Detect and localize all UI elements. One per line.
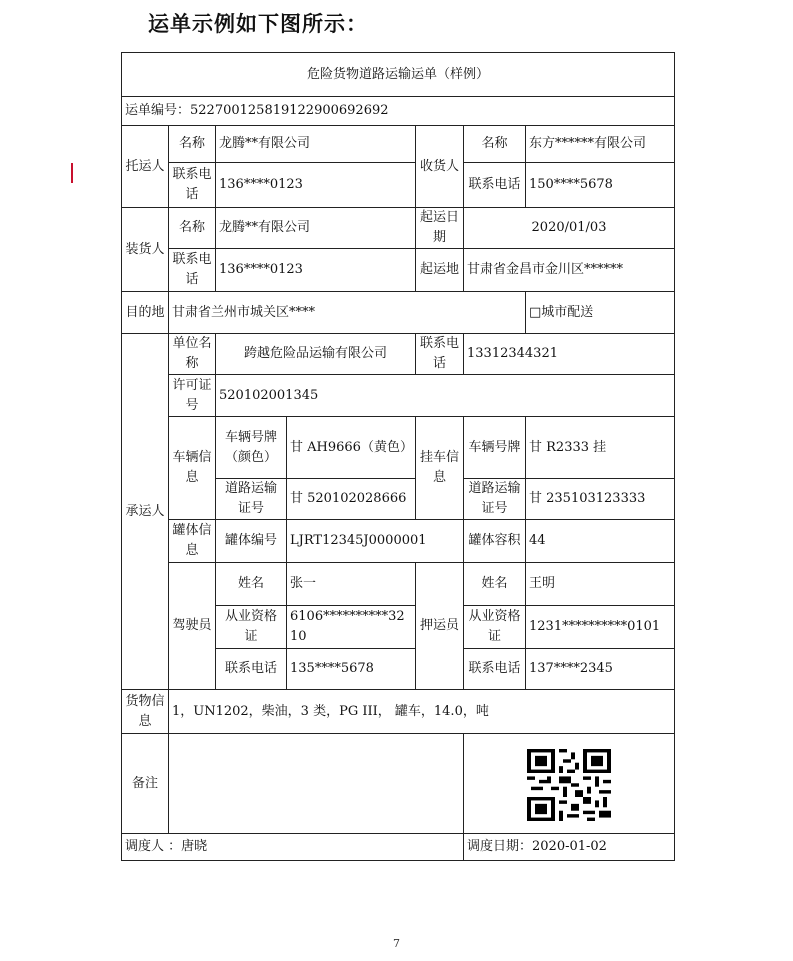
waybill-number: 运单编号：522700125819122900692692: [122, 97, 675, 126]
loader-name-label: 名称: [169, 208, 216, 249]
vehicle-label: 车辆信息: [169, 417, 216, 520]
qr-code-icon: [527, 749, 611, 821]
loader-section: 装货人: [122, 208, 169, 292]
trailer-label: 挂车信息: [416, 417, 464, 520]
shipper-name-label: 名称: [169, 126, 216, 163]
driver-name-label: 姓名: [216, 563, 287, 606]
escort-name-label: 姓名: [464, 563, 526, 606]
tank-capacity: 44: [526, 520, 675, 563]
tank-capacity-label: 罐体容积: [464, 520, 526, 563]
page-heading: 运单示例如下图所示：: [148, 12, 368, 36]
consignee-section: 收货人: [416, 126, 464, 208]
carrier-unit: 跨越危险品运输有限公司: [216, 334, 416, 375]
trailer-permit: 甘 235103123333: [526, 479, 675, 520]
shipper-phone: 136****0123: [216, 163, 416, 208]
remarks-content: [169, 734, 464, 834]
driver-phone-label: 联系电话: [216, 649, 287, 690]
goods-info: 1，UN1202，柴油，3 类，PG III， 罐车，14.0，吨: [169, 690, 675, 734]
ship-date-label: 起运日期: [416, 208, 464, 249]
tank-number: LJRT12345J0000001: [287, 520, 464, 563]
shipper-phone-label: 联系电话: [169, 163, 216, 208]
vehicle-plate: 甘 AH9666（黄色）: [287, 417, 416, 479]
consignee-phone: 150****5678: [526, 163, 675, 208]
loader-phone-label: 联系电话: [169, 249, 216, 292]
escort-label: 押运员: [416, 563, 464, 690]
origin: 甘肃省金昌市金川区******: [464, 249, 675, 292]
escort-phone: 137****2345: [526, 649, 675, 690]
carrier-section: 承运人: [122, 334, 169, 690]
driver-phone: 135****5678: [287, 649, 416, 690]
consignee-name-label: 名称: [464, 126, 526, 163]
destination-label: 目的地: [122, 292, 169, 334]
goods-label: 货物信息: [122, 690, 169, 734]
shipper-name: 龙腾**有限公司: [216, 126, 416, 163]
escort-phone-label: 联系电话: [464, 649, 526, 690]
consignee-phone-label: 联系电话: [464, 163, 526, 208]
trailer-permit-label: 道路运输证号: [464, 479, 526, 520]
loader-phone: 136****0123: [216, 249, 416, 292]
ship-date: 2020/01/03: [464, 208, 675, 249]
vehicle-permit-label: 道路运输证号: [216, 479, 287, 520]
revision-mark: [71, 163, 73, 183]
escort-name: 王明: [526, 563, 675, 606]
carrier-phone: 13312344321: [464, 334, 675, 375]
qr-cell: [464, 734, 675, 834]
origin-label: 起运地: [416, 249, 464, 292]
destination: 甘肃省兰州市城关区****: [169, 292, 526, 334]
license-number: 520102001345: [216, 375, 675, 417]
driver-label: 驾驶员: [169, 563, 216, 690]
shipper-section: 托运人: [122, 126, 169, 208]
trailer-plate: 甘 R2333 挂: [526, 417, 675, 479]
page-number: 7: [393, 937, 400, 950]
loader-name: 龙腾**有限公司: [216, 208, 416, 249]
driver-name: 张一: [287, 563, 416, 606]
license-label: 许可证号: [169, 375, 216, 417]
carrier-unit-label: 单位名称: [169, 334, 216, 375]
remarks-label: 备注: [122, 734, 169, 834]
trailer-plate-label: 车辆号牌: [464, 417, 526, 479]
driver-cert: 6106**********3210: [287, 606, 416, 649]
dispatcher: 调度人 ：唐晓: [122, 834, 464, 861]
vehicle-permit: 甘 520102028666: [287, 479, 416, 520]
escort-cert: 1231**********0101: [526, 606, 675, 649]
waybill-title: 危险货物道路运输运单（样例）: [122, 53, 675, 97]
plate-label: 车辆号牌（颜色）: [216, 417, 287, 479]
escort-cert-label: 从业资格证: [464, 606, 526, 649]
driver-cert-label: 从业资格证: [216, 606, 287, 649]
tank-label: 罐体信息: [169, 520, 216, 563]
dispatch-date: 调度日期：2020-01-02: [464, 834, 675, 861]
waybill-table: [121, 52, 675, 861]
city-delivery-checkbox[interactable]: □城市配送: [526, 292, 675, 334]
carrier-phone-label: 联系电话: [416, 334, 464, 375]
tank-number-label: 罐体编号: [216, 520, 287, 563]
consignee-name: 东方******有限公司: [526, 126, 675, 163]
